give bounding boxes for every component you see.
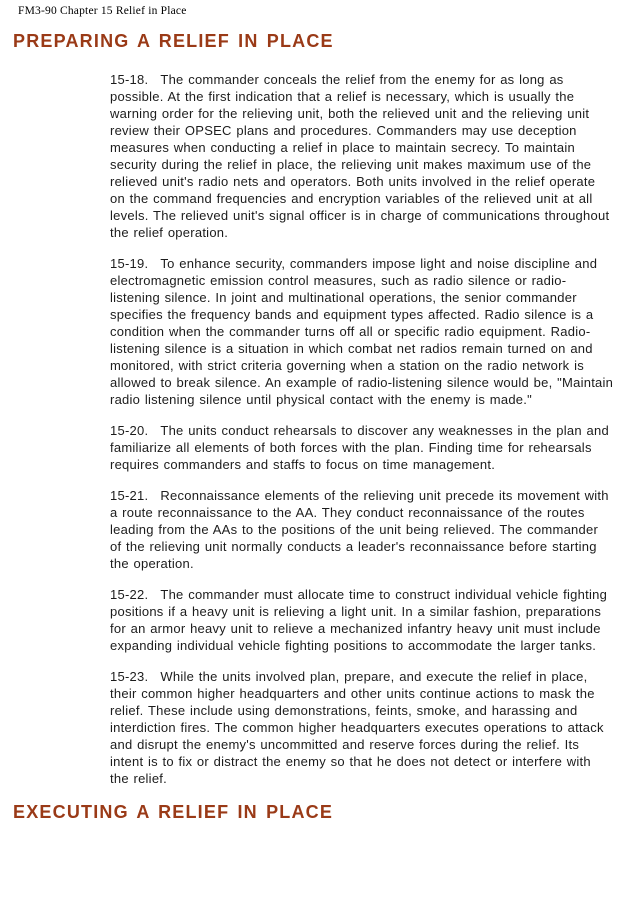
paragraph-15-22 [110,586,614,654]
paragraph-text: The commander conceals the relief from the enemy for as long as possible. At the first indication that a relief is necessary, which is usually the warning order for the relieving unit, both the relieved unit and the relieving unit review their OPSEC plans and procedures. Commanders may use deception measures when conducting a relief in place to maintain secrecy. To maintain security during the relief in place, the relieving unit makes maximum use of the relieved unit's radio nets and operators. Both units involved in the relief operate on the command frequencies and encryption variables of the relieved unit at all levels. The relieved unit's signal officer is in charge of communications throughout the relief operation. [110,72,610,240]
paragraph-15-18 [110,71,614,241]
paragraph-number: 15-20. [110,423,149,438]
section-body [110,71,614,787]
paragraph-15-21 [110,487,614,572]
paragraph-number: 15-23. [110,669,149,684]
section-heading-executing: EXECUTING A RELIEF IN PLACE [13,802,334,822]
paragraph-text: Reconnaissance elements of the relieving unit precede its movement with a route reconnaissance to the AA. They conduct reconnaissance of the routes leading from the AAs to the positions of the unit being relieved. The commander of the relieving unit normally conducts a leader's reconnaissance before starting the operation. [110,488,609,571]
paragraph-text: While the units involved plan, prepare, and execute the relief in place, their common higher headquarters and other units continue actions to mask the relief. These include using demonstrations, feints, smoke, and harassing and interdiction fires. The common higher headquarters executes operations to attack and disrupt the enemy's uncommitted and reserve forces during the relief. Its intent is to fix or distract the enemy so that he does not detect or interfere with the relief. [110,669,604,786]
paragraph-number: 15-19. [110,256,149,271]
section-heading-preparing: PREPARING A RELIEF IN PLACE [13,31,334,51]
paragraph-15-19 [110,255,614,408]
paragraph-number: 15-22. [110,587,149,602]
paragraph-15-20 [110,422,614,473]
paragraph-15-23 [110,668,614,787]
document-header: FM3-90 Chapter 15 Relief in Place [18,5,187,17]
paragraph-number: 15-18. [110,72,149,87]
paragraph-text: To enhance security, commanders impose light and noise discipline and electromagnetic emission control measures, such as radio silence or radio-listening silence. In joint and multinational operations, the senior commander specifies the frequency bands and equipment types affected. Radio silence is a condition when the commander turns off all or specific radio equipment. Radio-listening silence is a situation in which combat net radios remain turned on and monitored, with strict criteria governing when a station on the radio network is allowed to break silence. An example of radio-listening silence would be, "Maintain radio listening silence until physical contact with the enemy is made." [110,256,614,407]
paragraph-text: The commander must allocate time to construct individual vehicle fighting positions if a heavy unit is relieving a light unit. In a similar fashion, preparations for an armor heavy unit to relieve a mechanized infantry heavy unit must include expanding individual vehicle fighting positions to accommodate the larger tanks. [110,587,608,653]
paragraph-number: 15-21. [110,488,149,503]
paragraph-text: The units conduct rehearsals to discover any weaknesses in the plan and familiarize all elements of both forces with the plan. Finding time for rehearsals requires commanders and staffs to focus on time management. [110,423,609,472]
